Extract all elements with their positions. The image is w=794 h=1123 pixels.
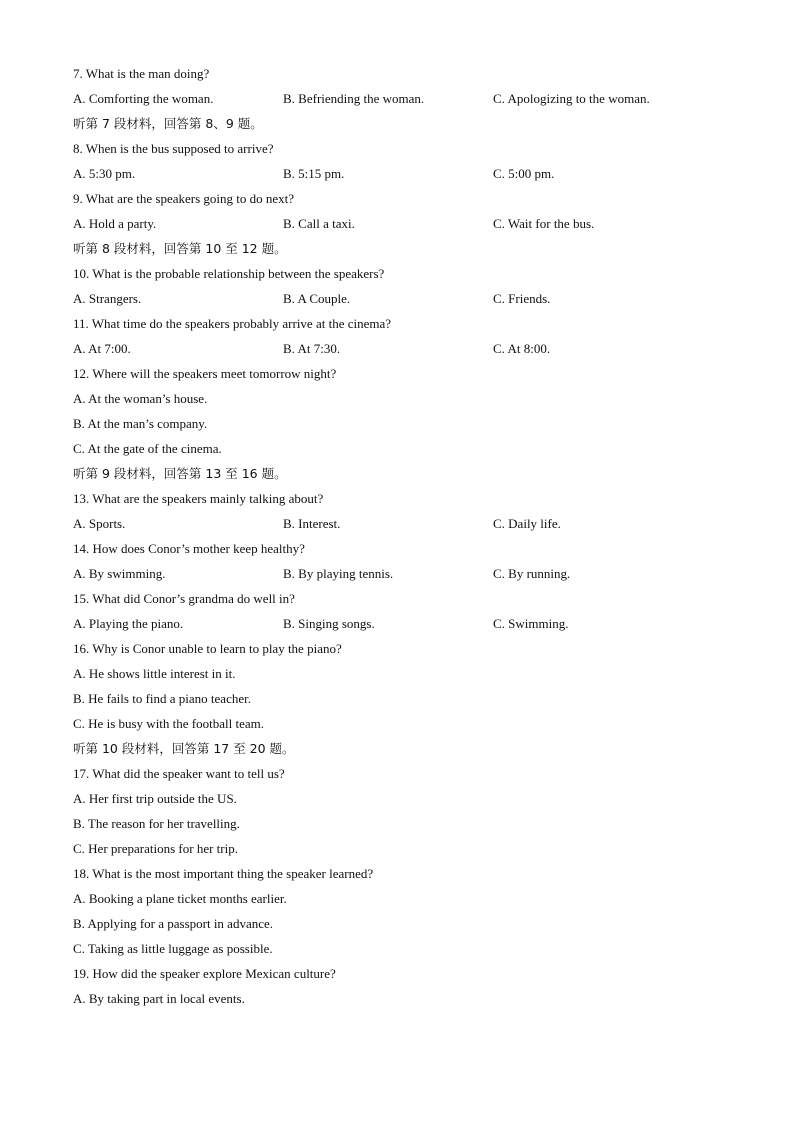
option-c: C. At the gate of the cinema.	[73, 441, 222, 456]
option-b: B. By playing tennis.	[283, 566, 394, 581]
option-c: C. 5:00 pm.	[493, 166, 555, 181]
option-a: A. Strangers.	[73, 291, 142, 306]
option-c: C. Friends.	[493, 291, 551, 306]
option-a: A. 5:30 pm.	[73, 166, 136, 181]
question-8: 8. When is the bus supposed to arrive?	[73, 141, 274, 156]
option-a: A. Hold a party.	[73, 216, 157, 231]
option-a: A. Her first trip outside the US.	[73, 791, 237, 806]
section-instruction-8: 听第 8 段材料，回答第 10 至 12 题。	[73, 241, 287, 256]
question-15: 15. What did Conor’s grandma do well in?	[73, 591, 295, 606]
option-b: B. The reason for her travelling.	[73, 816, 240, 831]
section-instruction-7: 听第 7 段材料，回答第 8、9 题。	[73, 116, 263, 131]
option-c: C. Swimming.	[493, 616, 569, 631]
option-b: B. At the man’s company.	[73, 416, 208, 431]
question-12: 12. Where will the speakers meet tomorrow night?	[73, 366, 337, 381]
option-b: B. Applying for a passport in advance.	[73, 916, 274, 931]
question-14: 14. How does Conor’s mother keep healthy?	[73, 541, 305, 556]
option-a: A. He shows little interest in it.	[73, 666, 236, 681]
exam-page	[73, 64, 753, 1014]
option-a: A. Playing the piano.	[73, 616, 184, 631]
option-b: B. Singing songs.	[283, 616, 375, 631]
options-11	[73, 339, 753, 364]
section-instruction-9: 听第 9 段材料，回答第 13 至 16 题。	[73, 466, 287, 481]
options-8	[73, 164, 753, 189]
option-a: A. Comforting the woman.	[73, 91, 214, 106]
option-b: B. Befriending the woman.	[283, 91, 425, 106]
options-13	[73, 514, 753, 539]
options-7	[73, 89, 753, 114]
options-10	[73, 289, 753, 314]
question-13: 13. What are the speakers mainly talking about?	[73, 491, 324, 506]
option-c: C. He is busy with the football team.	[73, 716, 265, 731]
section-instruction-10: 听第 10 段材料，回答第 17 至 20 题。	[73, 741, 295, 756]
options-14	[73, 564, 753, 589]
option-b: B. A Couple.	[283, 291, 351, 306]
question-11: 11. What time do the speakers probably arrive at the cinema?	[73, 316, 392, 331]
question-16: 16. Why is Conor unable to learn to play the piano?	[73, 641, 342, 656]
question-18: 18. What is the most important thing the speaker learned?	[73, 866, 374, 881]
option-b: B. Interest.	[283, 516, 341, 531]
question-9: 9. What are the speakers going to do next?	[73, 191, 295, 206]
option-a: A. By taking part in local events.	[73, 991, 245, 1006]
option-b: B. 5:15 pm.	[283, 166, 345, 181]
option-a: A. Booking a plane ticket months earlier.	[73, 891, 287, 906]
option-b: B. Call a taxi.	[283, 216, 355, 231]
question-7: 7. What is the man doing?	[73, 66, 210, 81]
question-10: 10. What is the probable relationship between the speakers?	[73, 266, 385, 281]
option-b: B. He fails to find a piano teacher.	[73, 691, 251, 706]
option-c: C. Wait for the bus.	[493, 216, 595, 231]
option-c: C. Apologizing to the woman.	[493, 91, 650, 106]
option-c: C. By running.	[493, 566, 571, 581]
option-c: C. Daily life.	[493, 516, 561, 531]
option-c: C. Taking as little luggage as possible.	[73, 941, 273, 956]
options-9	[73, 214, 753, 239]
question-19: 19. How did the speaker explore Mexican culture?	[73, 966, 336, 981]
question-17: 17. What did the speaker want to tell us?	[73, 766, 285, 781]
option-a: A. At the woman’s house.	[73, 391, 208, 406]
option-a: A. Sports.	[73, 516, 126, 531]
option-a: A. By swimming.	[73, 566, 166, 581]
option-c: C. Her preparations for her trip.	[73, 841, 238, 856]
option-a: A. At 7:00.	[73, 341, 131, 356]
option-c: C. At 8:00.	[493, 341, 551, 356]
option-b: B. At 7:30.	[283, 341, 341, 356]
options-15	[73, 614, 753, 639]
